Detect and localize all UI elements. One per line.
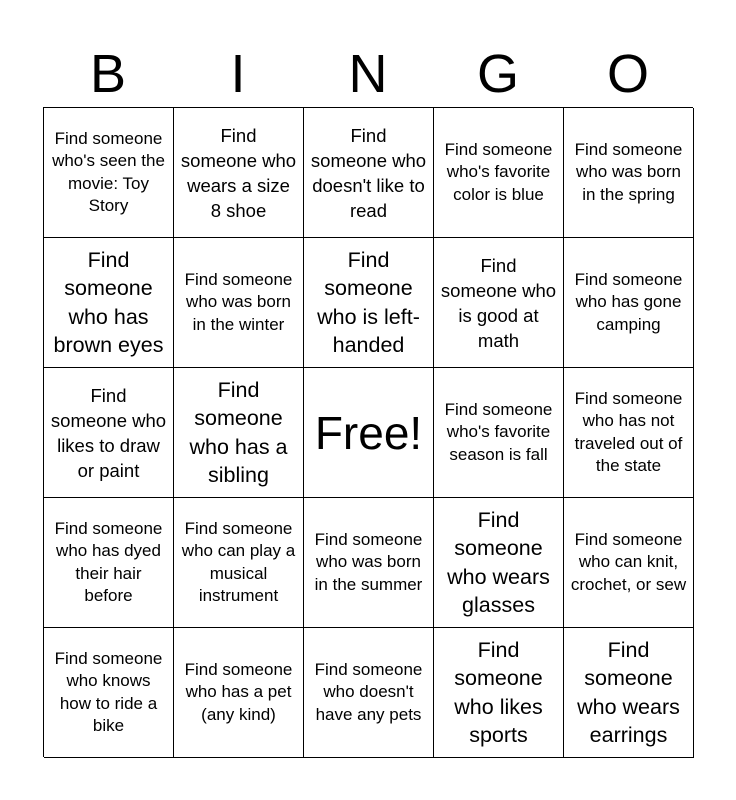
bingo-cell[interactable] xyxy=(564,628,694,758)
bingo-cell[interactable] xyxy=(434,368,564,498)
cell-text: Find someone who has not traveled out of the state xyxy=(574,388,683,475)
bingo-cell[interactable] xyxy=(44,628,174,758)
bingo-cell[interactable] xyxy=(434,498,564,628)
bingo-cell[interactable] xyxy=(304,628,434,758)
cell-text: Find someone who knows how to ride a bike xyxy=(54,648,163,735)
bingo-cell[interactable] xyxy=(44,108,174,238)
bingo-cell[interactable] xyxy=(174,498,304,628)
bingo-cell[interactable] xyxy=(434,628,564,758)
cell-text: Find someone who was born in the winter xyxy=(184,269,293,334)
cell-text: Find someone who has gone camping xyxy=(574,269,683,334)
bingo-cell[interactable] xyxy=(304,498,434,628)
cell-text: Find someone who was born in the spring xyxy=(574,139,683,204)
bingo-cell[interactable] xyxy=(44,368,174,498)
cell-text: Find someone who's favorite color is blue xyxy=(444,139,553,204)
cell-text: Find someone who was born in the summer xyxy=(314,529,423,594)
bingo-cell[interactable] xyxy=(564,498,694,628)
cell-text: Find someone who's seen the movie: Toy Story xyxy=(52,128,165,215)
bingo-cell[interactable] xyxy=(174,368,304,498)
cell-text: Find someone who wears glasses xyxy=(447,507,550,617)
cell-text: Find someone who is left-handed xyxy=(317,247,420,357)
bingo-cell[interactable] xyxy=(564,108,694,238)
cell-text: Find someone who wears a size 8 shoe xyxy=(180,124,297,221)
cell-text: Find someone who likes sports xyxy=(454,637,543,747)
cell-text: Find someone who likes to draw or paint xyxy=(50,384,167,481)
cell-text: Find someone who's favorite season is fall xyxy=(444,399,553,464)
bingo-cell[interactable] xyxy=(174,628,304,758)
cell-text: Find someone who is good at math xyxy=(440,254,557,351)
header-letter-i: I xyxy=(230,44,246,104)
bingo-cell[interactable] xyxy=(174,108,304,238)
free-space-text: Free! xyxy=(314,406,423,459)
bingo-cell[interactable] xyxy=(304,108,434,238)
header-letter-b: B xyxy=(89,44,127,104)
bingo-cell[interactable] xyxy=(434,108,564,238)
cell-text: Find someone who has a sibling xyxy=(189,377,288,487)
bingo-cell[interactable] xyxy=(44,238,174,368)
cell-text: Find someone who wears earrings xyxy=(577,637,680,747)
free-space-cell[interactable] xyxy=(304,368,434,498)
bingo-cell[interactable] xyxy=(564,238,694,368)
header-letter-o: O xyxy=(606,44,649,104)
cell-text: Find someone who has brown eyes xyxy=(53,247,164,357)
cell-text: Find someone who doesn't have any pets xyxy=(314,659,423,724)
bingo-cell[interactable] xyxy=(434,238,564,368)
bingo-cell[interactable] xyxy=(304,238,434,368)
cell-text: Find someone who has dyed their hair before xyxy=(54,518,163,605)
header-letter-n: N xyxy=(348,44,388,104)
header-letter-g: G xyxy=(476,44,519,104)
cell-text: Find someone who can play a musical instrument xyxy=(181,518,296,605)
bingo-cell[interactable] xyxy=(174,238,304,368)
cell-text: Find someone who has a pet (any kind) xyxy=(184,659,293,724)
bingo-cell[interactable] xyxy=(564,368,694,498)
bingo-header xyxy=(43,40,693,108)
bingo-cell[interactable] xyxy=(44,498,174,628)
cell-text: Find someone who can knit, crochet, or sew xyxy=(570,529,687,594)
cell-text: Find someone who doesn't like to read xyxy=(310,124,427,221)
bingo-board xyxy=(43,107,693,757)
